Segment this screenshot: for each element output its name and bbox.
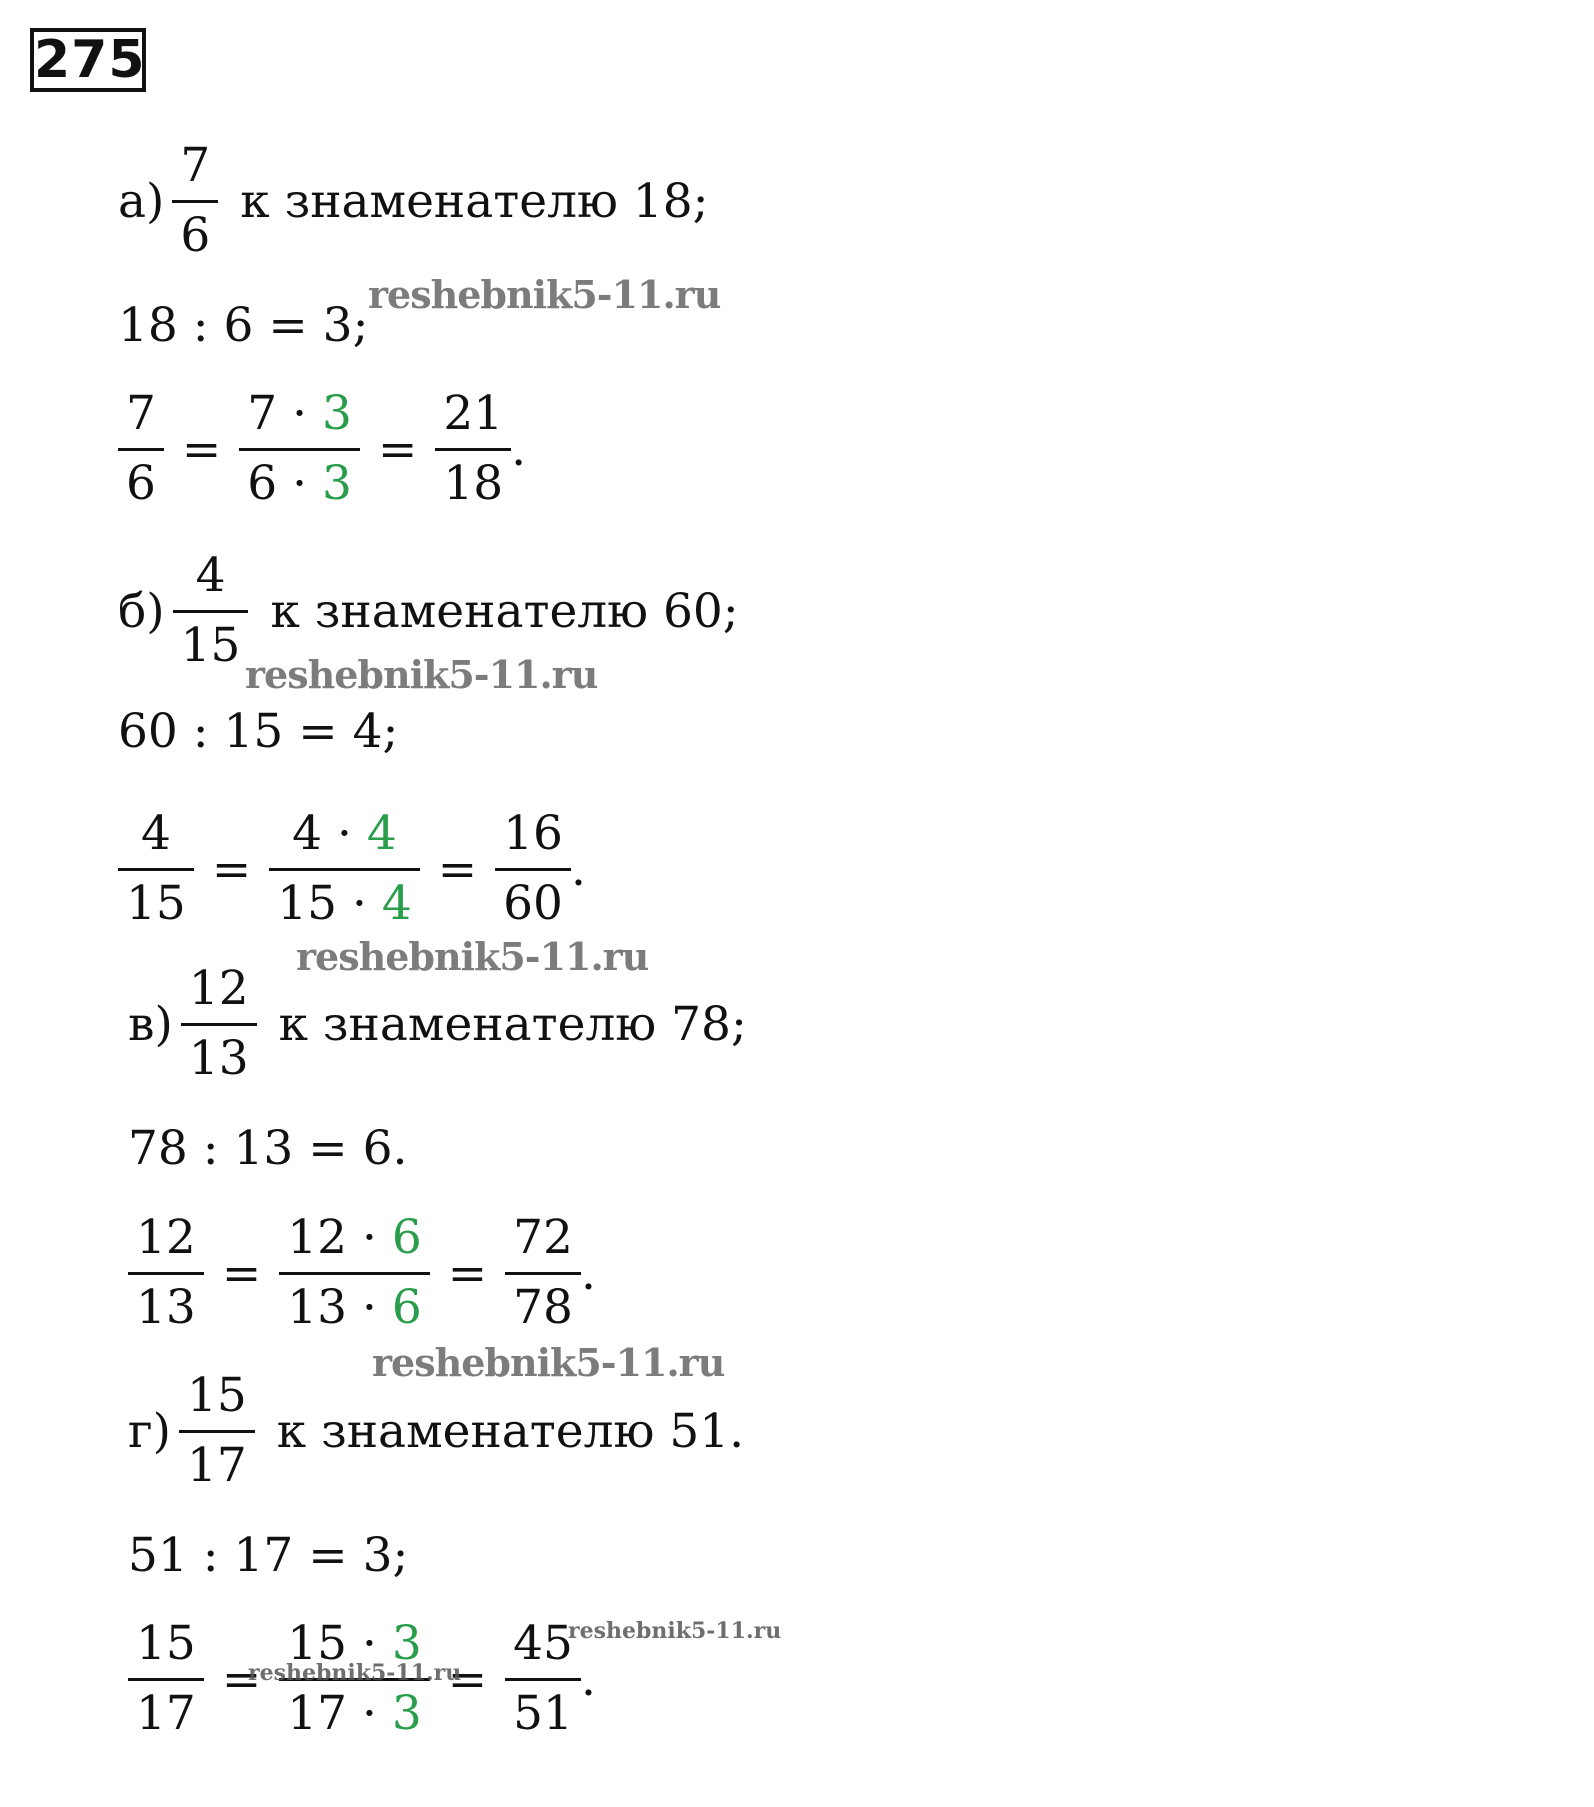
multiplier: 3 bbox=[322, 455, 352, 511]
division-text: 51 : 17 = 3; bbox=[128, 1528, 409, 1583]
denominator: 6 bbox=[180, 207, 211, 263]
fraction-multiplied: $\frac{15 \cdot 3}{17 \cdot 3}$ bbox=[279, 1618, 430, 1740]
part-label: а) bbox=[118, 173, 165, 229]
fraction-multiplied: $\frac{12 \cdot 6}{13 \cdot 6}$ bbox=[279, 1212, 430, 1334]
division-text: 60 : 15 = 4; bbox=[118, 704, 399, 759]
task-text: к знаменателю 78; bbox=[278, 996, 747, 1052]
fraction-multiplied: $\frac{7 \cdot 3}{6 \cdot 3}$ bbox=[239, 388, 360, 510]
equals-sign: = bbox=[437, 841, 478, 897]
watermark: reshebnik5-11.ru bbox=[248, 1660, 462, 1686]
period: . bbox=[511, 421, 527, 477]
fraction: $\frac{4}{15}$ bbox=[173, 550, 249, 672]
task-text: к знаменателю 51. bbox=[276, 1403, 745, 1459]
period: . bbox=[580, 1245, 596, 1301]
equals-sign: = bbox=[447, 1245, 488, 1301]
task-text: к знаменателю 18; bbox=[240, 173, 709, 229]
task-text: к знаменателю 60; bbox=[270, 583, 739, 639]
fraction-original: $\frac{4}{15}$ bbox=[118, 808, 194, 930]
watermark: reshebnik5-11.ru bbox=[372, 1340, 725, 1385]
period: . bbox=[570, 841, 586, 897]
period: . bbox=[580, 1651, 596, 1707]
equals-sign: = bbox=[221, 1245, 262, 1301]
fraction: $\frac{15}{17}$ bbox=[179, 1370, 255, 1492]
fraction-multiplied: $\frac{4 \cdot 4}{15 \cdot 4}$ bbox=[269, 808, 420, 930]
watermark: reshebnik5-11.ru bbox=[368, 272, 721, 317]
watermark: reshebnik5-11.ru bbox=[568, 1618, 782, 1644]
equals-sign: = bbox=[377, 421, 418, 477]
part-label: в) bbox=[128, 996, 173, 1052]
part-c-task bbox=[128, 963, 747, 1085]
fraction: $\frac{12}{13}$ bbox=[181, 963, 257, 1085]
fraction-original: $\frac{12}{13}$ bbox=[128, 1212, 204, 1334]
fraction-result: $\frac{72}{78}$ bbox=[505, 1212, 581, 1334]
fraction bbox=[172, 140, 218, 262]
fraction-result: $\frac{45}{51}$ bbox=[505, 1618, 581, 1740]
equals-sign: = bbox=[181, 421, 222, 477]
numerator: 7 bbox=[180, 138, 211, 193]
part-d-division bbox=[128, 1528, 409, 1583]
part-b-division bbox=[118, 704, 399, 759]
part-label: б) bbox=[118, 583, 165, 639]
fraction-bar bbox=[172, 200, 218, 203]
part-c-equation bbox=[128, 1212, 596, 1334]
part-d-task bbox=[128, 1370, 744, 1492]
equals-sign: = bbox=[211, 841, 252, 897]
fraction-result: $\frac{16}{60}$ bbox=[495, 808, 571, 930]
part-label: г) bbox=[128, 1403, 171, 1459]
division-text: 18 : 6 = 3; bbox=[118, 298, 369, 353]
problem-number: 275 bbox=[30, 28, 146, 92]
fraction-result: $\frac{21}{18}$ bbox=[435, 388, 511, 510]
part-c-division bbox=[128, 1121, 408, 1176]
part-a-division bbox=[118, 298, 369, 353]
division-text: 78 : 13 = 6. bbox=[128, 1121, 408, 1176]
part-a-equation bbox=[118, 388, 526, 510]
equals-sign: = bbox=[447, 1651, 488, 1707]
watermark: reshebnik5-11.ru bbox=[245, 652, 598, 697]
part-b-equation bbox=[118, 808, 586, 930]
watermark: reshebnik5-11.ru bbox=[296, 934, 649, 979]
equals-sign: = bbox=[221, 1651, 262, 1707]
part-a-task bbox=[118, 140, 708, 262]
multiplier: 3 bbox=[322, 386, 352, 441]
fraction-original: $\frac{15}{17}$ bbox=[128, 1618, 204, 1740]
fraction-original: $\frac{7}{6}$ bbox=[118, 388, 164, 510]
